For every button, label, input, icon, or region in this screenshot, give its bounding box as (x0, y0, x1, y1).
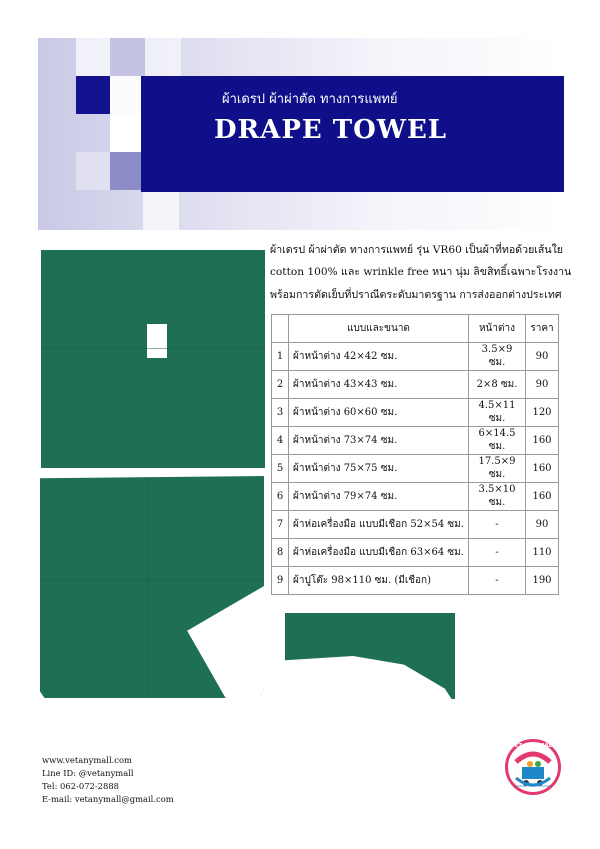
banner-decor-square (110, 114, 143, 152)
table-row (272, 371, 559, 399)
banner-decor-square (145, 38, 181, 76)
row-name: ผ้าหน้าต่าง 79×74 ซม. (289, 483, 469, 511)
table-row (272, 427, 559, 455)
row-window: 3.5×9 ซม. (469, 343, 526, 371)
banner-decor-square (110, 38, 145, 76)
row-window: - (469, 539, 526, 567)
vetanymall-logo (505, 739, 561, 795)
product-photo-window-drape (41, 250, 265, 468)
row-number: 5 (272, 455, 289, 483)
banner-decor-square (76, 76, 110, 114)
row-name: ผ้าห่อเครื่องมือ แบบมีเชือก 63×64 ซม. (289, 539, 469, 567)
row-number: 4 (272, 427, 289, 455)
table-header-row (272, 315, 559, 343)
row-name: ผ้าห่อเครื่องมือ แบบมีเชือก 52×54 ซม. (289, 511, 469, 539)
table-header-price: ราคา (526, 315, 559, 343)
table-row (272, 343, 559, 371)
row-price: 190 (526, 567, 559, 595)
footer-email[interactable]: E-mail: vetanymall@gmail.com (42, 794, 174, 804)
drape-window-hole (147, 324, 167, 358)
drape-folded-corner (168, 586, 264, 698)
table-header-window: หน้าต่าง (469, 315, 526, 343)
row-window: - (469, 567, 526, 595)
row-window: 6×14.5 ซม. (469, 427, 526, 455)
table-row (272, 399, 559, 427)
description-line-3: พร้อมการตัดเย็บที่ปราณีตระดับมาตรฐาน การส่งออกต่างประเทศ (270, 289, 562, 301)
footer-tel: Tel: 062-072-2888 (42, 781, 119, 791)
row-name: ผ้าปูโต๊ะ 98×110 ซม. (มีเชือก) (289, 567, 469, 595)
drape-fold-line (40, 580, 264, 581)
row-name: ผ้าหน้าต่าง 42×42 ซม. (289, 343, 469, 371)
row-window: - (469, 511, 526, 539)
table-header-number (272, 315, 289, 343)
banner-decor-square (143, 190, 179, 230)
table-row (272, 567, 559, 595)
description-line-2: cotton 100% และ wrinkle free หนา นุ่ม ลิขสิทธิ์เฉพาะโรงงาน (270, 266, 572, 278)
footer-line-id: Line ID: @vetanymall (42, 768, 134, 778)
logo-tagline: ONLINE SERVICE SHOP (515, 784, 551, 788)
price-table (271, 314, 559, 595)
product-photo-corner-detail (285, 613, 455, 699)
drape-fold-line (41, 348, 265, 349)
banner-decor-square (76, 152, 110, 190)
product-photo-folded-drape (40, 476, 264, 698)
table-row (272, 483, 559, 511)
row-window: 2×8 ซม. (469, 371, 526, 399)
row-price: 160 (526, 455, 559, 483)
row-price: 160 (526, 483, 559, 511)
drape-fold-line (148, 476, 149, 698)
row-name: ผ้าหน้าต่าง 60×60 ซม. (289, 399, 469, 427)
header-subtitle: ผ้าเดรป ผ้าผ่าตัด ทางการแพทย์ (222, 92, 398, 107)
row-number: 9 (272, 567, 289, 595)
logo-text: VET ANY MALL (510, 743, 556, 749)
row-number: 3 (272, 399, 289, 427)
row-number: 8 (272, 539, 289, 567)
row-name: ผ้าหน้าต่าง 75×75 ซม. (289, 455, 469, 483)
row-price: 90 (526, 343, 559, 371)
table-header-name: แบบและขนาด (289, 315, 469, 343)
table-row (272, 455, 559, 483)
table-row (272, 511, 559, 539)
description-line-1: ผ้าเดรป ผ้าผ่าตัด ทางการแพทย์ รุ่น VR60 เป็นผ้าที่ทอด้วยเส้นใย (270, 244, 563, 256)
row-number: 6 (272, 483, 289, 511)
row-name: ผ้าหน้าต่าง 73×74 ซม. (289, 427, 469, 455)
row-price: 160 (526, 427, 559, 455)
row-number: 7 (272, 511, 289, 539)
header-title: DRAPE TOWEL (214, 115, 448, 145)
row-window: 3.5×10 ซม. (469, 483, 526, 511)
row-price: 120 (526, 399, 559, 427)
row-price: 110 (526, 539, 559, 567)
row-price: 90 (526, 371, 559, 399)
row-number: 1 (272, 343, 289, 371)
banner-decor-square (110, 152, 143, 190)
row-number: 2 (272, 371, 289, 399)
footer-website[interactable]: www.vetanymall.com (42, 755, 132, 765)
banner-decor-square (76, 38, 110, 76)
row-name: ผ้าหน้าต่าง 43×43 ซม. (289, 371, 469, 399)
row-window: 4.5×11 ซม. (469, 399, 526, 427)
row-price: 90 (526, 511, 559, 539)
table-row (272, 539, 559, 567)
row-window: 17.5×9 ซม. (469, 455, 526, 483)
banner-decor-square (110, 76, 143, 114)
